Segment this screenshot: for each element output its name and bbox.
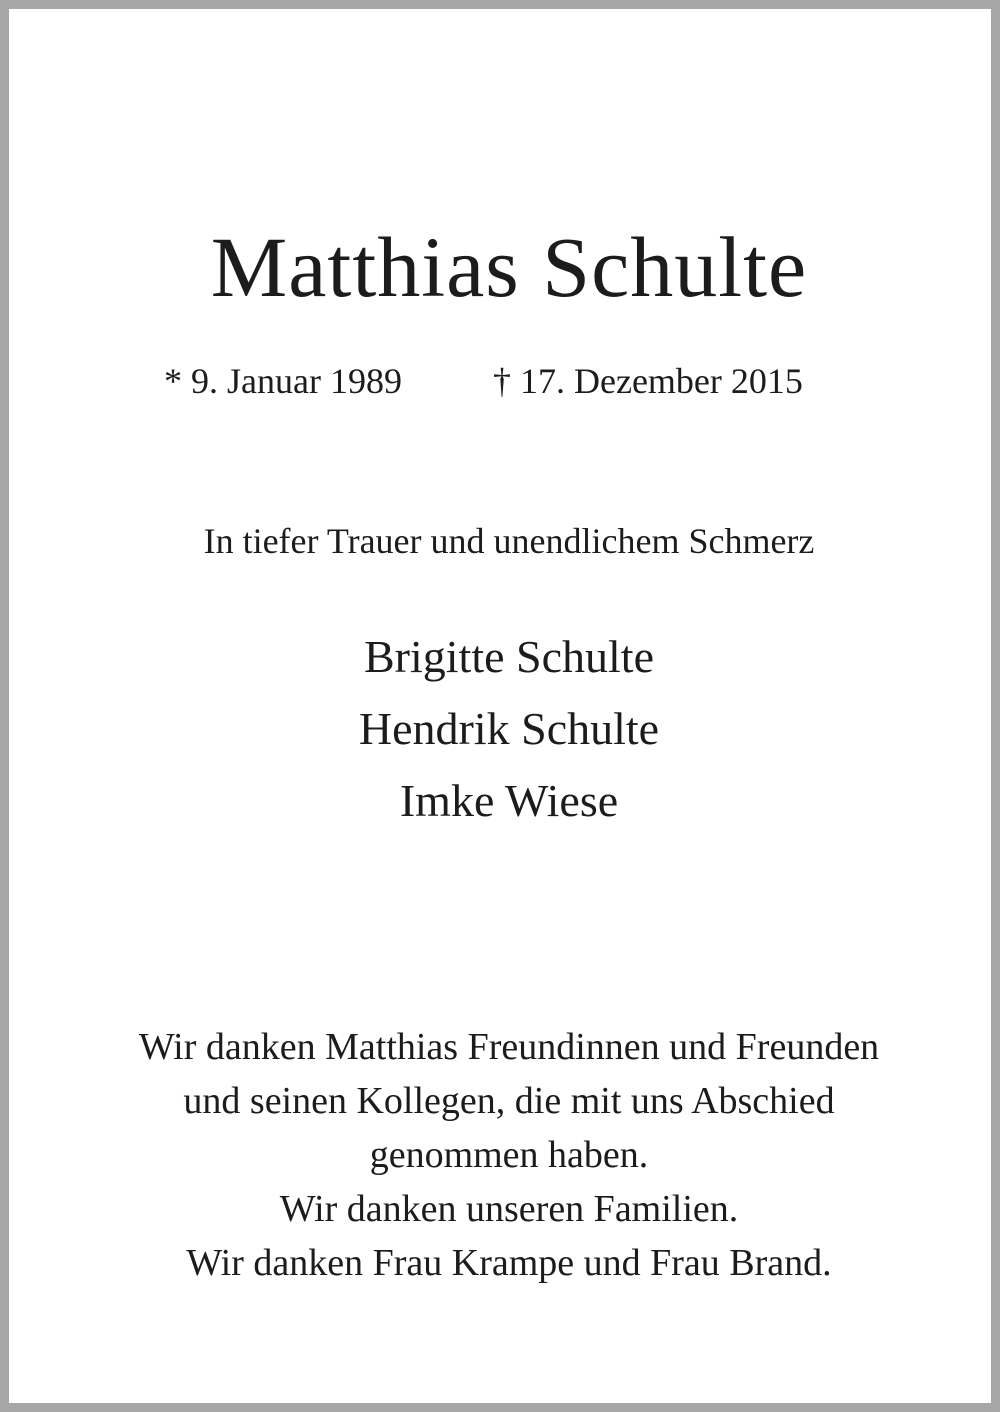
thanks-line: genommen haben.: [369, 1134, 649, 1176]
mourners-list: [9, 621, 1000, 837]
mourner-name: Imke Wiese: [399, 775, 619, 826]
thanks-message: [9, 1020, 1000, 1290]
mourner-name: Brigitte Schulte: [363, 631, 654, 682]
mourning-intro: In tiefer Trauer und unendlichem Schmerz: [203, 521, 815, 561]
thanks-line: und seinen Kollegen, die mit uns Abschied: [183, 1080, 835, 1122]
thanks-line: Wir danken Matthias Freundinnen und Freunden: [138, 1026, 880, 1068]
mourner-name: Hendrik Schulte: [358, 703, 660, 754]
birth-date: * 9. Januar 1989: [164, 361, 402, 401]
thanks-line: Wir danken Frau Krampe und Frau Brand.: [186, 1242, 832, 1284]
deceased-name: Matthias Schulte: [210, 219, 808, 315]
thanks-line: Wir danken unseren Familien.: [279, 1188, 739, 1230]
death-date: † 17. Dezember 2015: [493, 361, 803, 401]
life-dates: [9, 359, 1000, 403]
